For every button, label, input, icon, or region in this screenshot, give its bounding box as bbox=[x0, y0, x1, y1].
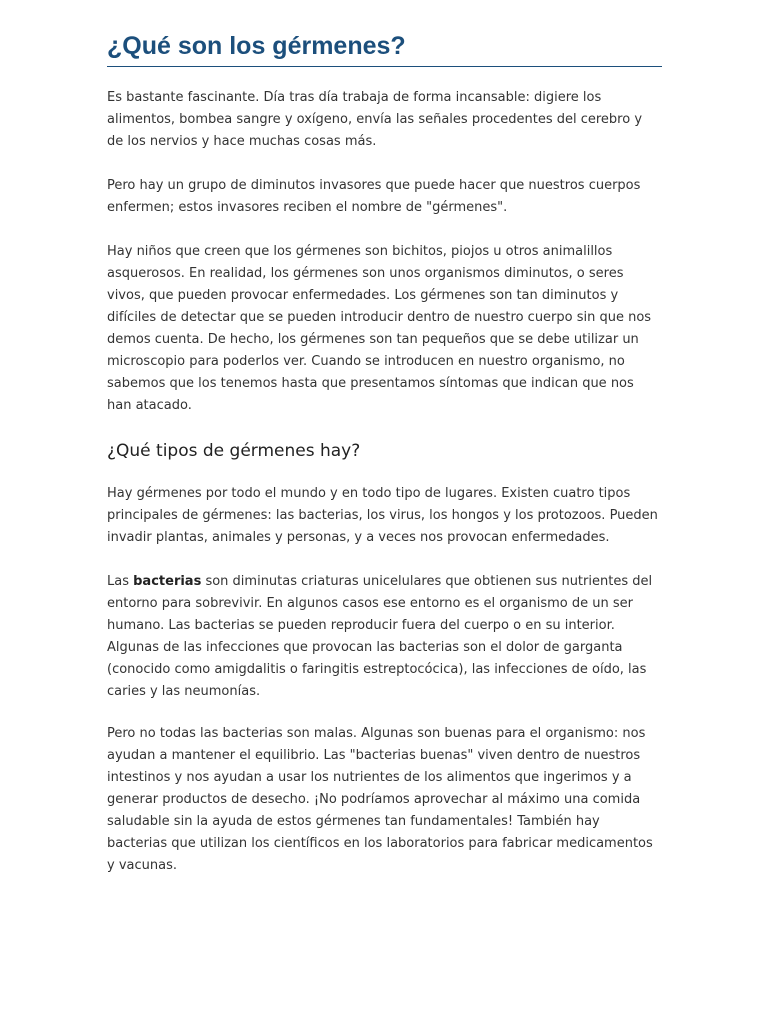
paragraph-intro: Es bastante fascinante. Día tras día trabaja de forma incansable: digiere los alimentos, bombea sangre y oxígeno, envía las señales procedentes del cerebro y de los nervios y hace muchas cosas más. bbox=[107, 90, 643, 149]
paragraph-bacteria-rest: son diminutas criaturas unicelulares que obtienen sus nutrientes del entorno para sobrevivir. En algunos casos ese entorno es el organismo de un ser humano. Las bacterias se pueden reproducir fuera del cuerpo o en su interior. Algunas de las infecciones que provocan las bacterias son el dolor de garganta (conocido como amigdalitis o faringitis estreptocócica), las infecciones de oído, las caries y las neumonías. bbox=[107, 574, 653, 699]
paragraph-bacteria bbox=[107, 571, 662, 703]
paragraph-bacteria-prefix: Las bbox=[107, 574, 134, 589]
paragraph-good-bacteria: Pero no todas las bacterias son malas. Algunas son buenas para el organismo: nos ayudan a mantener el equilibrio. Las "bacterias buenas" viven dentro de nuestros intestinos y nos ayudan a usar los nutrientes de los alimentos que ingerimos y a generar productos de desecho. ¡No podríamos aprovechar al máximo una comida saludable sin la ayuda de estos gérmenes tan fundamentales! También hay bacterias que utilizan los científicos en los laboratorios para fabricar medicamentos y vacunas. bbox=[107, 726, 653, 873]
paragraph-invaders: Pero hay un grupo de diminutos invasores que puede hacer que nuestros cuerpos enfermen; estos invasores reciben el nombre de "gérmenes". bbox=[107, 178, 641, 215]
page-title: ¿Qué son los gérmenes? bbox=[107, 26, 662, 67]
paragraph-germ-types: Hay gérmenes por todo el mundo y en todo tipo de lugares. Existen cuatro tipos principales de gérmenes: las bacterias, los virus, los hongos y los protozoos. Pueden invadir plantas, animales y personas, y a veces nos provocan enfermedades. bbox=[107, 486, 658, 545]
article bbox=[107, 26, 662, 877]
section-heading-germ-types: ¿Qué tipos de gérmenes hay? bbox=[107, 441, 361, 461]
paragraph-germs-definition: Hay niños que creen que los gérmenes son bichitos, piojos u otros animalillos asquerosos. En realidad, los gérmenes son unos organismos diminutos, o seres vivos, que pueden provocar enfermedades. Los gérmenes son tan diminutos y difíciles de detectar que se pueden introducir dentro de nuestro cuerpo sin que nos demos cuenta. De hecho, los gérmenes son tan pequeños que se debe utilizar un microscopio para poderlos ver. Cuando se introducen en nuestro organismo, no sabemos que los tenemos hasta que presentamos síntomas que indican que nos han atacado. bbox=[107, 244, 652, 413]
bacteria-keyword: bacterias bbox=[133, 574, 202, 589]
